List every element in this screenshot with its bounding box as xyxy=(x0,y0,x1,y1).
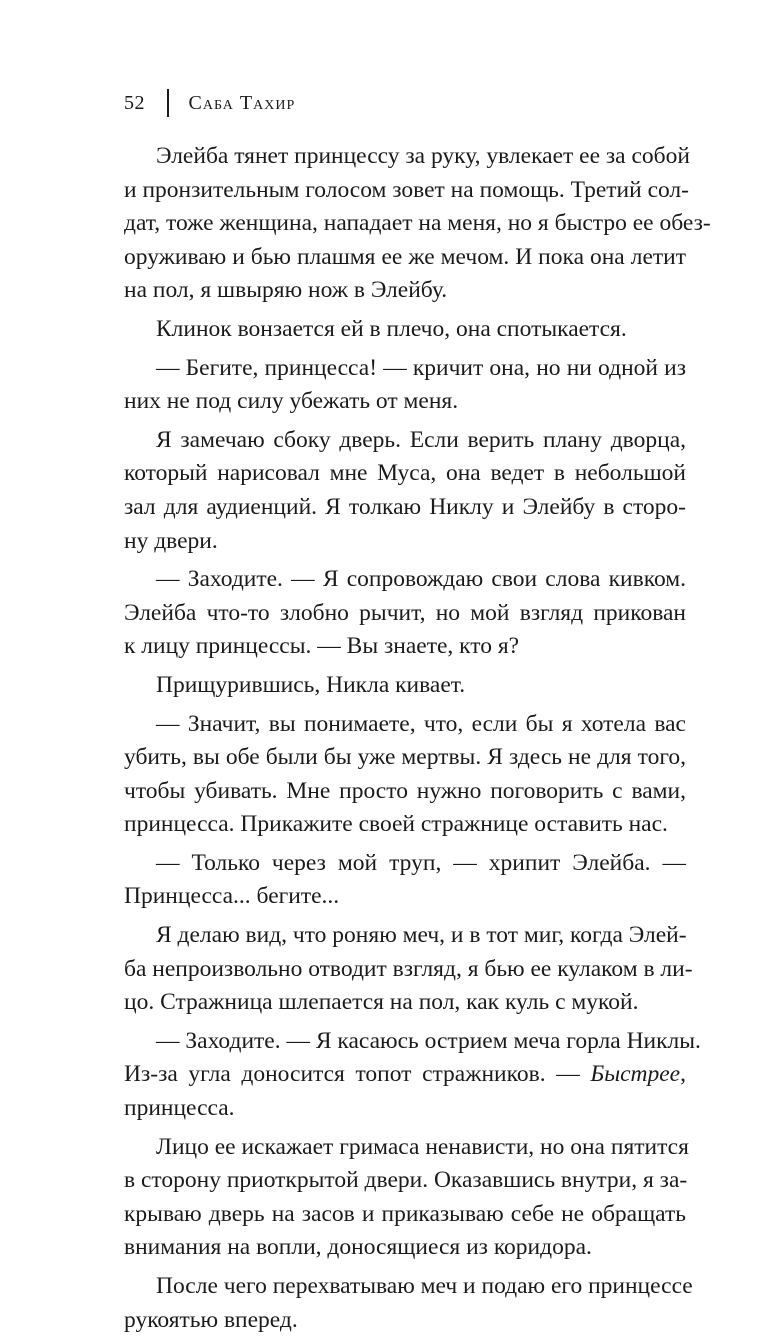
text-line: Лицо ее искажает гримаса ненависти, но она пятится xyxy=(156,1133,689,1160)
text-line: который нарисовал мне Муса, она ведет в небольшой xyxy=(124,460,686,487)
text-line: чтобы убивать. Мне просто нужно поговорить с вами, xyxy=(124,777,686,804)
body-text xyxy=(124,140,711,1342)
paragraph xyxy=(124,140,711,308)
text-line: Я делаю вид, что роняю меч, и в тот миг, когда Элей- xyxy=(156,922,687,949)
text-line: крываю дверь на засов и приказываю себе не обращать xyxy=(124,1200,686,1227)
text-fragment: Из-за угла доносится топот стражников. — xyxy=(124,1061,591,1088)
text-line: внимания на вопли, доносящиеся из коридора. xyxy=(124,1234,592,1261)
page-number: 52 xyxy=(124,91,145,114)
text-line: цо. Стражница шлепается на пол, как куль с мукой. xyxy=(124,989,639,1016)
paragraph xyxy=(124,424,686,558)
italic-word: Быстрее xyxy=(590,1061,681,1088)
text-line: них не под силу убежать от меня. xyxy=(124,388,459,415)
text-fragment: , xyxy=(680,1061,686,1088)
text-line: Принцесса... бегите... xyxy=(124,883,340,910)
text-line: После чего перехватываю меч и подаю его принцессе xyxy=(156,1273,693,1299)
text-line: в сторону приоткрытой двери. Оказавшись внутри, я за- xyxy=(124,1167,688,1194)
text-line-with-italic xyxy=(124,1058,686,1092)
paragraph xyxy=(124,847,686,914)
text-line: рукоятью вперед. xyxy=(124,1306,298,1333)
paragraph xyxy=(124,919,693,1020)
text-line: на пол, я швыряю нож в Элейбу. xyxy=(124,277,448,304)
paragraph xyxy=(124,1131,689,1265)
text-line: принцесса. xyxy=(124,1095,235,1122)
text-line: дат, тоже женщина, нападает на меня, но я быстро ее обез- xyxy=(124,210,711,237)
text-line: и пронзительным голосом зовет на помощь. Третий сол- xyxy=(124,176,689,203)
text-line: к лицу принцессы. — Вы знаете, кто я? xyxy=(124,633,520,660)
text-line: — Только через мой труп, — хрипит Элейба. — xyxy=(156,849,686,876)
text-line: Я замечаю сбоку дверь. Если верить плану дворца, xyxy=(156,426,686,453)
paragraph xyxy=(124,1025,701,1126)
header-divider xyxy=(167,89,169,117)
author-name: Саба Тахир xyxy=(188,91,296,114)
text-line: оруживаю и бью плашмя ее же мечом. И пока она летит xyxy=(124,243,686,270)
text-line: Элейба что-то злобно рычит, но мой взгляд прикован xyxy=(124,599,686,626)
text-line: — Заходите. — Я сопровождаю свои слова кивком. xyxy=(156,566,686,593)
text-line: принцесса. Прикажите своей стражнице оставить нас. xyxy=(124,811,668,838)
text-line: ну двери. xyxy=(124,527,218,554)
text-line: Элейба тянет принцессу за руку, увлекает ее за собой xyxy=(156,143,690,169)
text-line: — Значит, вы понимаете, что, если бы я хотела вас xyxy=(156,710,686,737)
text-line: зал для аудиенций. Я толкаю Никлу и Элейбу в сторо- xyxy=(124,493,686,520)
text-line: убить, вы обе были бы уже мертвы. Я здесь не для того, xyxy=(124,744,686,771)
text-line: Прищурившись, Никла кивает. xyxy=(156,671,466,698)
paragraph xyxy=(124,352,686,419)
text-line: — Бегите, принцесса! — кричит она, но ни одной из xyxy=(156,354,686,381)
paragraph xyxy=(124,313,686,347)
running-head xyxy=(124,88,295,118)
paragraph xyxy=(124,563,686,664)
paragraph xyxy=(124,1270,693,1337)
text-line: ба непроизвольно отводит взгляд, я бью ее кулаком в ли- xyxy=(124,955,693,982)
text-line: Клинок вонзается ей в плечо, она спотыкается. xyxy=(156,315,627,342)
paragraph xyxy=(124,669,686,703)
text-line: — Заходите. — Я касаюсь острием меча горла Никлы. xyxy=(156,1027,701,1054)
paragraph xyxy=(124,708,686,842)
